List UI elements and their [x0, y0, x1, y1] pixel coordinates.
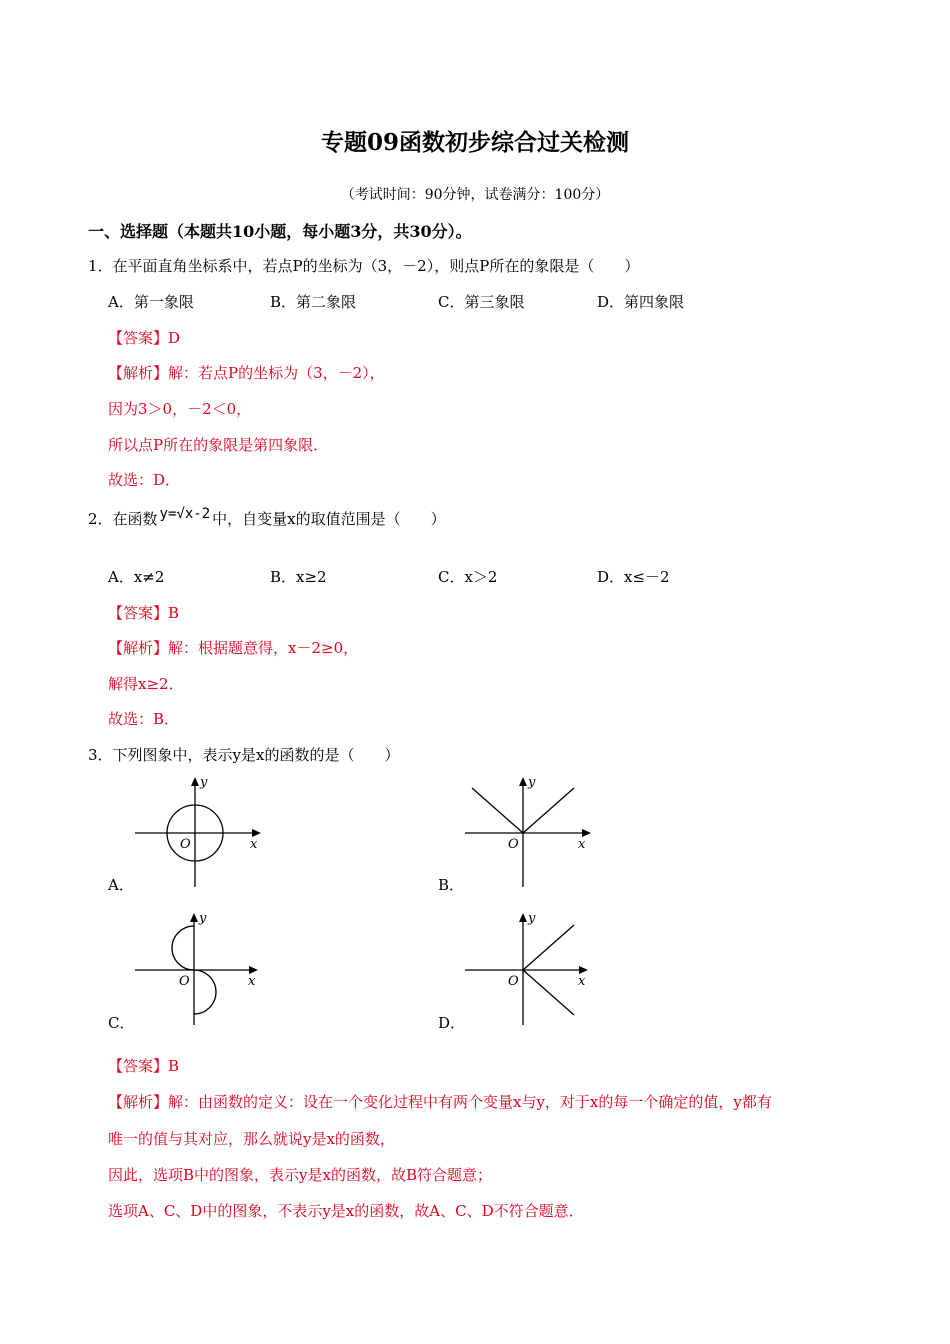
question-1-analysis-line: 故选：D． [108, 471, 181, 489]
graph-a-x-label: x [250, 837, 258, 852]
question-3-analysis-line: 唯一的值与其对应，那么就说y是x的函数， [108, 1130, 395, 1148]
graph-c-origin-label: O [179, 974, 190, 989]
graph-c-x-label: x [248, 974, 256, 989]
question-2-stem-prefix: 2．在函数 [88, 510, 158, 528]
graph-d-sideways-v [460, 908, 600, 1028]
question-3-option-a: A． [108, 876, 134, 894]
graph-a-y-label: y [200, 775, 208, 790]
question-1-stem: 1．在平面直角坐标系中，若点P的坐标为（3，－2），则点P所在的象限是（ ） [88, 257, 640, 275]
question-1-option-a: A．第一象限 [108, 293, 194, 311]
question-2-analysis-line: 解得x≥2． [108, 675, 184, 693]
question-3-answer: 【答案】B [108, 1057, 180, 1075]
page-title: 专题09函数初步综合过关检测 [320, 129, 629, 156]
question-2-stem-suffix: 中，自变量x的取值范围是（ ） [212, 510, 446, 528]
question-3-analysis-line: 【解析】解：由函数的定义：设在一个变化过程中有两个变量x与y，对于x的每一个确定的值，y都有 [108, 1093, 772, 1111]
question-2-option-b: B．x≥2 [270, 568, 327, 586]
question-1-answer: 【答案】D [108, 329, 181, 347]
question-2-stem [88, 508, 446, 529]
question-1-option-d: D．第四象限 [597, 293, 685, 311]
question-3-option-c: C． [108, 1014, 135, 1032]
graph-c-y-label: y [199, 911, 207, 926]
question-3-option-b: B． [438, 876, 465, 894]
graph-b-v-shape [460, 770, 600, 890]
graph-d-y-label: y [528, 911, 536, 926]
question-2-option-c: C．x＞2 [438, 568, 498, 586]
question-1-option-c: C．第三象限 [438, 293, 525, 311]
question-3-analysis-line: 因此，选项B中的图象，表示y是x的函数，故B符合题意； [108, 1166, 492, 1184]
question-1-option-b: B．第二象限 [270, 293, 357, 311]
question-1-analysis-line: 所以点P所在的象限是第四象限． [108, 436, 329, 454]
question-1-analysis-line: 【解析】解：若点P的坐标为（3，－2）， [108, 364, 385, 382]
section-heading: 一、选择题（本题共10小题，每小题3分，共30分）。 [88, 222, 472, 241]
question-1-analysis-line: 因为3＞0，－2＜0， [108, 400, 252, 418]
question-3-option-d: D． [438, 1014, 466, 1032]
question-3-stem: 3．下列图象中，表示y是x的函数的是（ ） [88, 746, 400, 764]
graph-d-x-label: x [578, 974, 586, 989]
graph-d-origin-label: O [508, 974, 519, 989]
question-3-analysis-line: 选项A、C、D中的图象，不表示y是x的函数，故A、C、D不符合题意． [108, 1202, 584, 1220]
question-2-option-a: A．x≠2 [108, 568, 165, 586]
graph-c-semicircles [130, 908, 270, 1028]
question-2-analysis-line: 【解析】解：根据题意得，x－2≥0， [108, 639, 359, 657]
graph-a-origin-label: O [180, 837, 191, 852]
graph-a-circle [130, 770, 270, 890]
question-2-answer: 【答案】B [108, 604, 180, 622]
graph-b-x-label: x [578, 837, 586, 852]
graph-b-origin-label: O [508, 837, 519, 852]
question-2-formula: y=√x-2 [159, 506, 211, 522]
graph-b-y-label: y [528, 775, 536, 790]
question-2-option-d: D．x≤－2 [597, 568, 670, 586]
question-2-analysis-line: 故选：B． [108, 710, 180, 728]
exam-info: （考试时间：90分钟，试卷满分：100分） [340, 187, 610, 203]
